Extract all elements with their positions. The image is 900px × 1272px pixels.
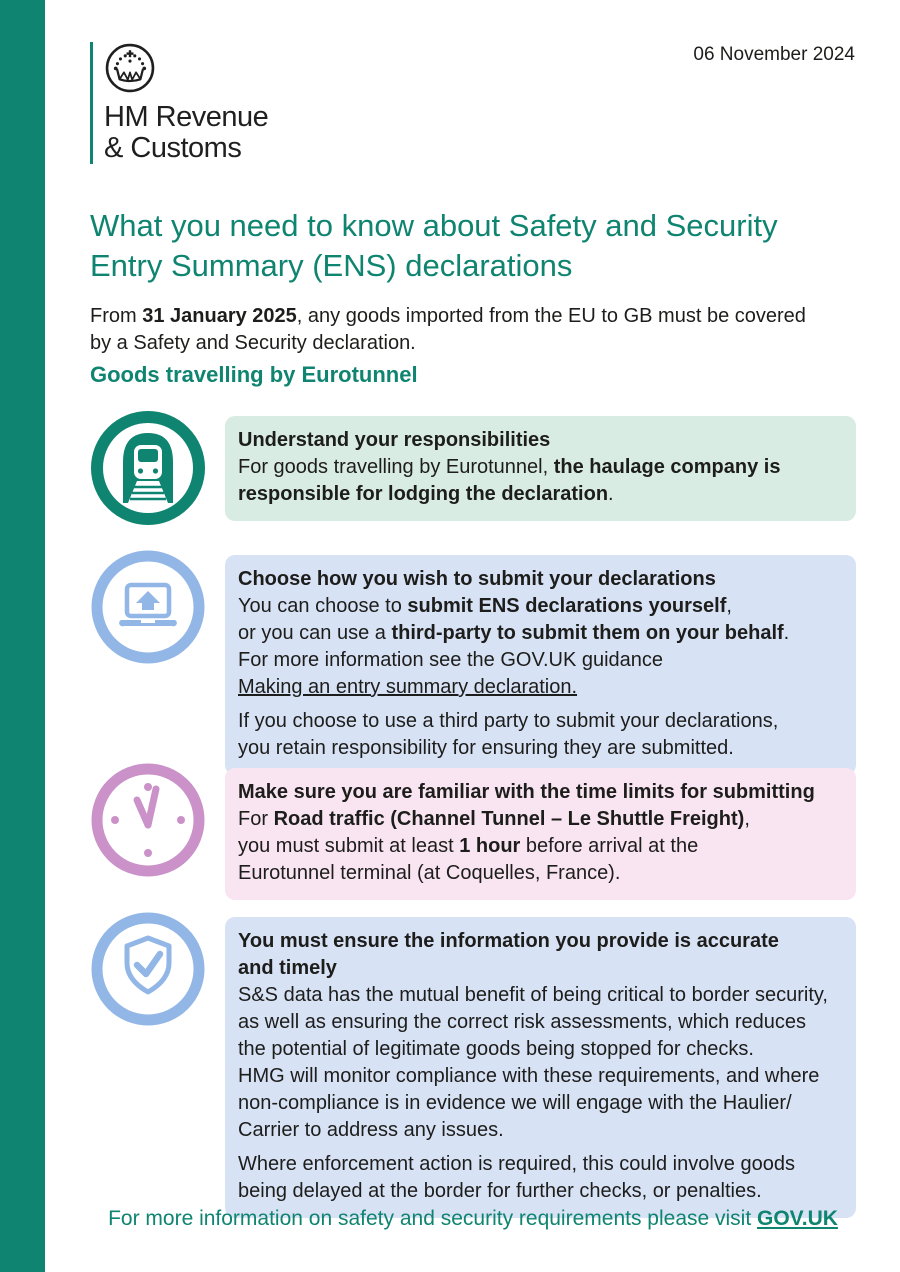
text-line: [238, 982, 840, 1009]
page-title: [90, 206, 870, 286]
text-segment: the haulage company is: [553, 456, 781, 478]
text-line: [238, 1063, 840, 1090]
intro-paragraph: [90, 303, 856, 357]
text-segment: responsible for lodging the declaration: [238, 483, 609, 505]
text-segment: Road traffic (Channel Tunnel – Le Shuttle Freight): [273, 808, 745, 830]
hmrc-logo: [90, 42, 268, 164]
text-line: [238, 593, 840, 620]
laptop-upload-icon: [90, 549, 206, 665]
card-title-line: Choose how you wish to submit your declarations: [238, 568, 716, 590]
text-segment: For: [238, 808, 274, 830]
clock-icon: [90, 762, 206, 878]
text-line: [238, 647, 840, 674]
text-line: [238, 806, 840, 833]
text-line: [238, 481, 840, 508]
text-segment: .: [608, 483, 614, 505]
card-paragraph: [238, 806, 840, 887]
card-title-line: You must ensure the information you provide is accurate: [238, 930, 779, 952]
crown-icon: [104, 42, 156, 94]
text-segment: you must submit at least: [238, 835, 460, 857]
text-segment: S&S data has the mutual benefit of being critical to border security,: [238, 984, 828, 1006]
govuk-link[interactable]: GOV.UK: [757, 1207, 838, 1230]
text-line: [238, 1009, 840, 1036]
footer-note: [90, 1207, 856, 1231]
text-segment: Eurotunnel terminal (at Coquelles, France).: [238, 862, 621, 884]
text-segment: ,: [744, 808, 750, 830]
text-segment: you retain responsibility for ensuring they are submitted.: [238, 737, 734, 759]
info-card: [90, 762, 856, 900]
text-line: [238, 1090, 840, 1117]
card-title: [238, 566, 840, 593]
card-body: [225, 555, 856, 775]
card-body: [225, 917, 856, 1218]
card-title: [238, 779, 840, 806]
text-segment: third-party to submit them on your behalf: [391, 622, 784, 644]
making-ens-declaration-link[interactable]: Making an entry summary declaration.: [238, 676, 578, 698]
card-title-line: Make sure you are familiar with the time limits for submitting: [238, 781, 815, 803]
info-card: [90, 911, 856, 1218]
text-segment: or you can use a: [238, 622, 392, 644]
text-line: [238, 454, 840, 481]
text-line: [238, 620, 840, 647]
text-segment: HMG will monitor compliance with these requirements, and where: [238, 1065, 820, 1087]
logo-text-line1: HM Revenue: [104, 101, 269, 133]
left-edge-bar: [0, 0, 45, 1272]
text-segment: Carrier to address any issues.: [238, 1119, 504, 1141]
card-body: [225, 416, 856, 521]
text-segment: by a Safety and Security declaration.: [90, 332, 416, 354]
text-segment: From: [90, 305, 143, 327]
page-title-line1: What you need to know about Safety and Security: [90, 208, 778, 243]
text-segment: If you choose to use a third party to submit your declarations,: [238, 710, 779, 732]
card-title-line: and timely: [238, 957, 337, 979]
text-line: [238, 674, 840, 701]
text-line: [238, 735, 840, 762]
text-segment: , any goods imported from the EU to GB must be covered: [296, 305, 806, 327]
text-line: [238, 708, 840, 735]
card-title: [238, 928, 840, 982]
text-segment: as well as ensuring the correct risk assessments, which reduces: [238, 1011, 807, 1033]
text-line: [238, 1151, 840, 1178]
text-segment: before arrival at the: [520, 835, 699, 857]
train-icon: [90, 410, 206, 526]
text-line: [90, 330, 856, 357]
card-paragraph: [238, 454, 840, 508]
card-body: [225, 768, 856, 900]
card-paragraph: [238, 708, 840, 762]
text-segment: non-compliance is in evidence we will engage with the Haulier/: [238, 1092, 792, 1114]
text-line: [238, 1178, 840, 1205]
info-card: [90, 549, 856, 775]
text-segment: You can choose to: [238, 595, 408, 617]
card-paragraph: [238, 982, 840, 1144]
card-paragraph: [238, 1151, 840, 1205]
text-segment: the potential of legitimate goods being stopped for checks.: [238, 1038, 754, 1060]
card-title-line: Understand your responsibilities: [238, 429, 551, 451]
text-segment: Where enforcement action is required, this could involve goods: [238, 1153, 795, 1175]
text-segment: being delayed at the border for further checks, or penalties.: [238, 1180, 762, 1202]
document-date: 06 November 2024: [693, 44, 855, 65]
text-segment: For more information see the GOV.UK guidance: [238, 649, 664, 671]
text-segment: ,: [726, 595, 732, 617]
section-heading: Goods travelling by Eurotunnel: [90, 362, 418, 387]
text-segment: For goods travelling by Eurotunnel,: [238, 456, 554, 478]
card-paragraph: [238, 593, 840, 701]
card-title: [238, 427, 840, 454]
text-line: [238, 860, 840, 887]
page-title-line2: Entry Summary (ENS) declarations: [90, 248, 573, 283]
text-segment: 31 January 2025: [142, 305, 297, 327]
text-segment: 1 hour: [459, 835, 521, 857]
text-line: [238, 833, 840, 860]
text-line: [238, 1036, 840, 1063]
text-segment: .: [783, 622, 790, 644]
text-segment: For more information on safety and security requirements please visit: [108, 1207, 758, 1230]
info-card: [90, 410, 856, 526]
text-line: [90, 303, 856, 330]
text-segment: submit ENS declarations yourself: [407, 595, 727, 617]
shield-check-icon: [90, 911, 206, 1027]
text-line: [238, 1117, 840, 1144]
logo-text-line2: & Customs: [104, 132, 242, 164]
